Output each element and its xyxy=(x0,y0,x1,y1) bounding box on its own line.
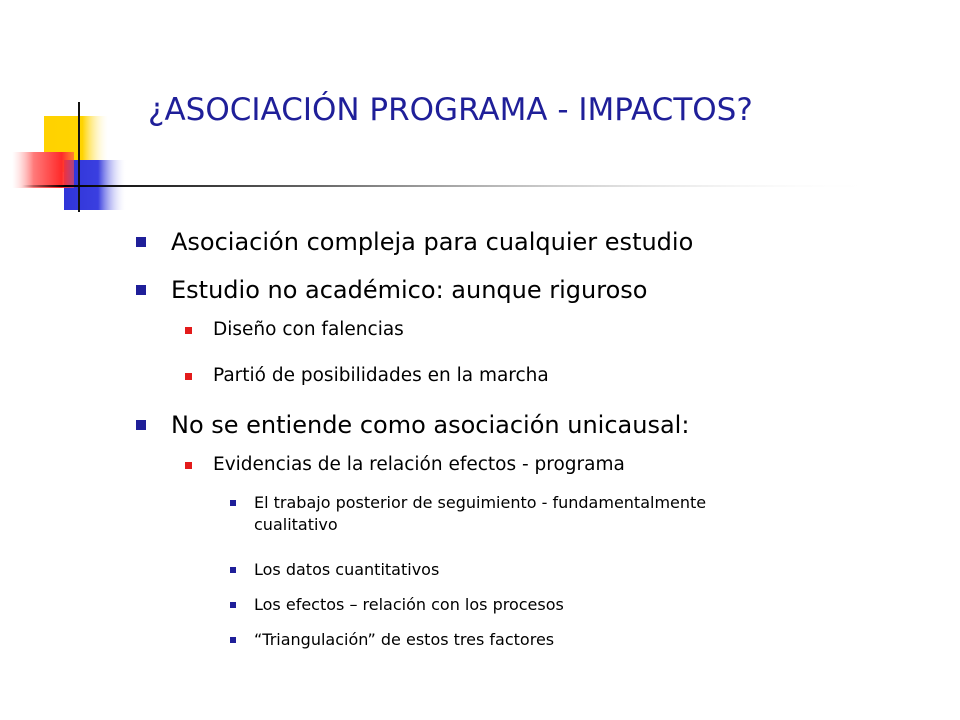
bullet-marker xyxy=(136,420,146,430)
bullet-level3: Los datos cuantitativos xyxy=(254,560,440,579)
bullet-level3-continuation: cualitativo xyxy=(254,515,338,534)
bullet-marker xyxy=(230,602,236,608)
bullet-marker xyxy=(230,637,236,643)
bullet-marker xyxy=(136,237,146,247)
bullet-marker xyxy=(185,327,192,334)
bullet-level2: Diseño con falencias xyxy=(213,319,404,340)
bullet-level2: Partió de posibilidades en la marcha xyxy=(213,365,549,386)
bullet-level2: Evidencias de la relación efectos - programa xyxy=(213,454,625,475)
bullet-marker xyxy=(185,462,192,469)
bullet-marker xyxy=(185,373,192,380)
bullet-level1: Asociación compleja para cualquier estudio xyxy=(171,228,694,256)
bullet-level1: No se entiende como asociación unicausal: xyxy=(171,411,690,439)
bullet-marker xyxy=(136,285,146,295)
bullet-level3: El trabajo posterior de seguimiento - fundamentalmente xyxy=(254,493,707,512)
bullet-level1: Estudio no académico: aunque riguroso xyxy=(171,276,648,304)
bullet-marker xyxy=(230,567,236,573)
bullet-level3: “Triangulación” de estos tres factores xyxy=(254,630,555,649)
bullet-level3: Los efectos – relación con los procesos xyxy=(254,595,564,614)
slide-title: ¿ASOCIACIÓN PROGRAMA - IMPACTOS? xyxy=(148,92,753,128)
bullet-marker xyxy=(230,500,236,506)
